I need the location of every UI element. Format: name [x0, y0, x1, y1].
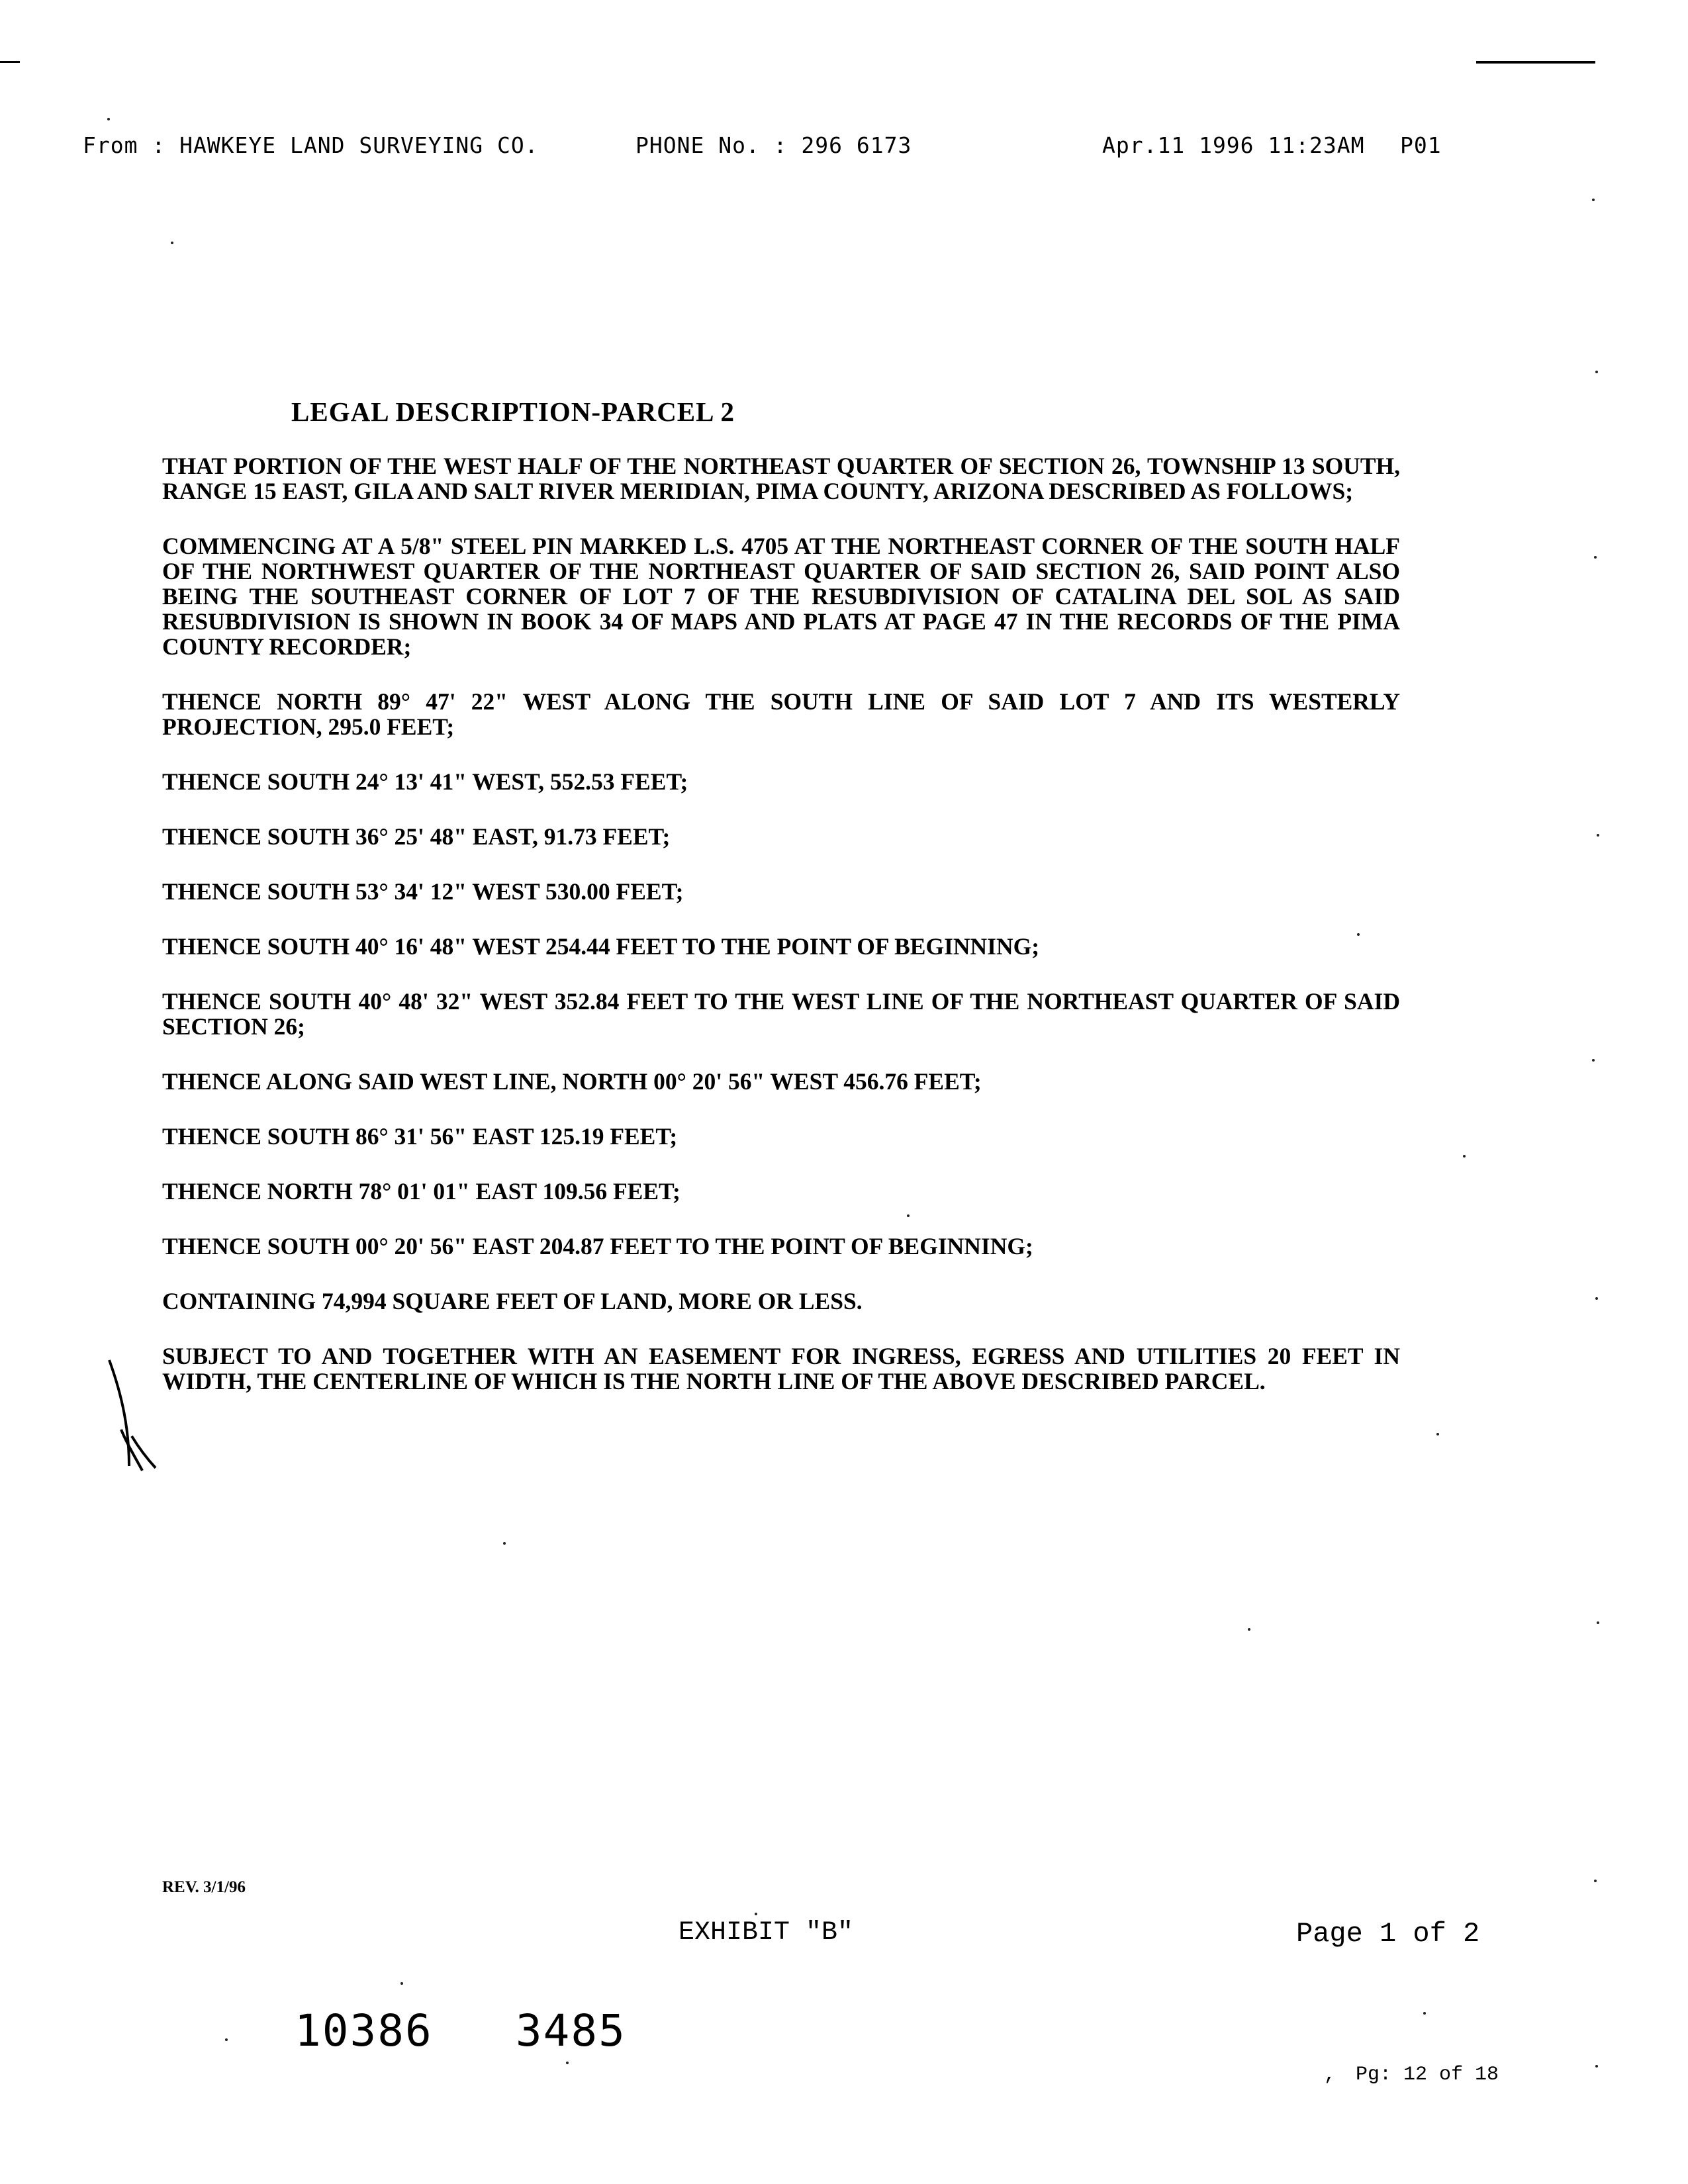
scan-speck [225, 2038, 228, 2041]
scan-mark-top-left [0, 61, 20, 63]
scan-speck [1423, 2012, 1426, 2015]
page-count [1324, 2064, 1499, 2086]
scan-speck [1436, 1433, 1439, 1435]
paragraph-portion: THAT PORTION OF THE WEST HALF OF THE NORTHEAST QUARTER OF SECTION 26, TOWNSHIP 13 SOUTH, RANGE 15 EAST, GILA AND SALT RIVER MERIDIAN, PIMA COUNTY, ARIZONA DESCRIBED AS FOLLOWS; [162, 453, 1400, 504]
paragraph-call-9: THENCE NORTH 78° 01' 01" EAST 109.56 FEET; [162, 1178, 680, 1205]
document-title: LEGAL DESCRIPTION-PARCEL 2 [291, 396, 735, 427]
paragraph-call-7: THENCE ALONG SAID WEST LINE, NORTH 00° 20' 56" WEST 456.76 FEET; [162, 1068, 982, 1095]
scan-speck [755, 1913, 757, 1915]
scan-speck [107, 118, 110, 120]
page-indicator: Page 1 of 2 [1296, 1918, 1480, 1950]
scan-speck [171, 242, 173, 244]
scan-speck [566, 2062, 569, 2064]
fax-phone: PHONE No. : 296 6173 [635, 132, 912, 158]
scan-speck [1597, 1621, 1599, 1624]
fax-datetime: Apr.11 1996 11:23AM [1102, 132, 1365, 158]
scan-speck [400, 1982, 403, 1985]
paragraph-call-1: THENCE NORTH 89° 47' 22" WEST ALONG THE SOUTH LINE OF SAID LOT 7 AND ITS WESTERLY PROJECTION, 295.0 FEET; [162, 688, 1400, 740]
paragraph-call-4: THENCE SOUTH 53° 34' 12" WEST 530.00 FEET; [162, 878, 684, 905]
scan-speck [1595, 2065, 1598, 2068]
legal-description-body [162, 453, 1400, 1424]
handwritten-margin-mark [103, 1357, 169, 1476]
paragraph-call-6: THENCE SOUTH 40° 48' 32" WEST 352.84 FEET TO THE WEST LINE OF THE NORTHEAST QUARTER OF SAID SECTION 26; [162, 988, 1400, 1040]
scan-speck [1463, 1155, 1466, 1158]
paragraph-commencing: COMMENCING AT A 5/8" STEEL PIN MARKED L.S. 4705 AT THE NORTHEAST CORNER OF THE SOUTH HALF OF THE NORTHWEST QUARTER OF THE NORTHEAST QUARTER OF SAID SECTION 26, SAID POINT ALSO BEING THE SOUTHEAST CORNER OF LOT 7 OF THE RESUBDIVISION OF CATALINA DEL SOL AS SAID RESUBDIVISION IS SHOWN IN BOOK 34 OF MAPS AND PLATS AT PAGE 47 IN THE RECORDS OF THE PIMA COUNTY RECORDER; [162, 533, 1400, 660]
scan-speck [503, 1542, 506, 1545]
recording-number: 10386 3485 [295, 2005, 626, 2056]
page-count-comma: , [1324, 2064, 1336, 2086]
page-count-text: Pg: 12 of 18 [1356, 2064, 1499, 2086]
scan-speck [1248, 1628, 1250, 1631]
paragraph-containing: CONTAINING 74,994 SQUARE FEET OF LAND, MORE OR LESS. [162, 1288, 863, 1314]
scan-speck [1592, 1059, 1595, 1062]
paragraph-call-10: THENCE SOUTH 00° 20' 56" EAST 204.87 FEET TO THE POINT OF BEGINNING; [162, 1233, 1033, 1259]
scan-speck [1594, 556, 1597, 559]
revision-date: REV. 3/1/96 [162, 1878, 246, 1896]
fax-page-code: P01 [1400, 132, 1442, 158]
paragraph-call-2: THENCE SOUTH 24° 13' 41" WEST, 552.53 FEET; [162, 768, 688, 795]
paragraph-call-8: THENCE SOUTH 86° 31' 56" EAST 125.19 FEET; [162, 1123, 678, 1150]
scan-speck [1592, 199, 1595, 201]
fax-from: From : HAWKEYE LAND SURVEYING CO. [83, 132, 539, 158]
paragraph-call-5: THENCE SOUTH 40° 16' 48" WEST 254.44 FEET TO THE POINT OF BEGINNING; [162, 933, 1040, 960]
paragraph-easement: SUBJECT TO AND TOGETHER WITH AN EASEMENT FOR INGRESS, EGRESS AND UTILITIES 20 FEET IN WIDTH, THE CENTERLINE OF WHICH IS THE NORTH LINE OF THE ABOVE DESCRIBED PARCEL. [162, 1343, 1400, 1394]
exhibit-label: EXHIBIT "B" [679, 1918, 854, 1948]
scan-speck [1595, 371, 1598, 373]
paragraph-call-3: THENCE SOUTH 36° 25' 48" EAST, 91.73 FEET; [162, 823, 671, 850]
scan-speck [1357, 933, 1360, 936]
scan-speck [1597, 834, 1599, 837]
fax-header [83, 132, 1446, 165]
scan-speck [1594, 1880, 1597, 1882]
scan-speck [907, 1214, 910, 1217]
scan-mark-top-right [1476, 61, 1595, 64]
scan-speck [1595, 1297, 1598, 1300]
